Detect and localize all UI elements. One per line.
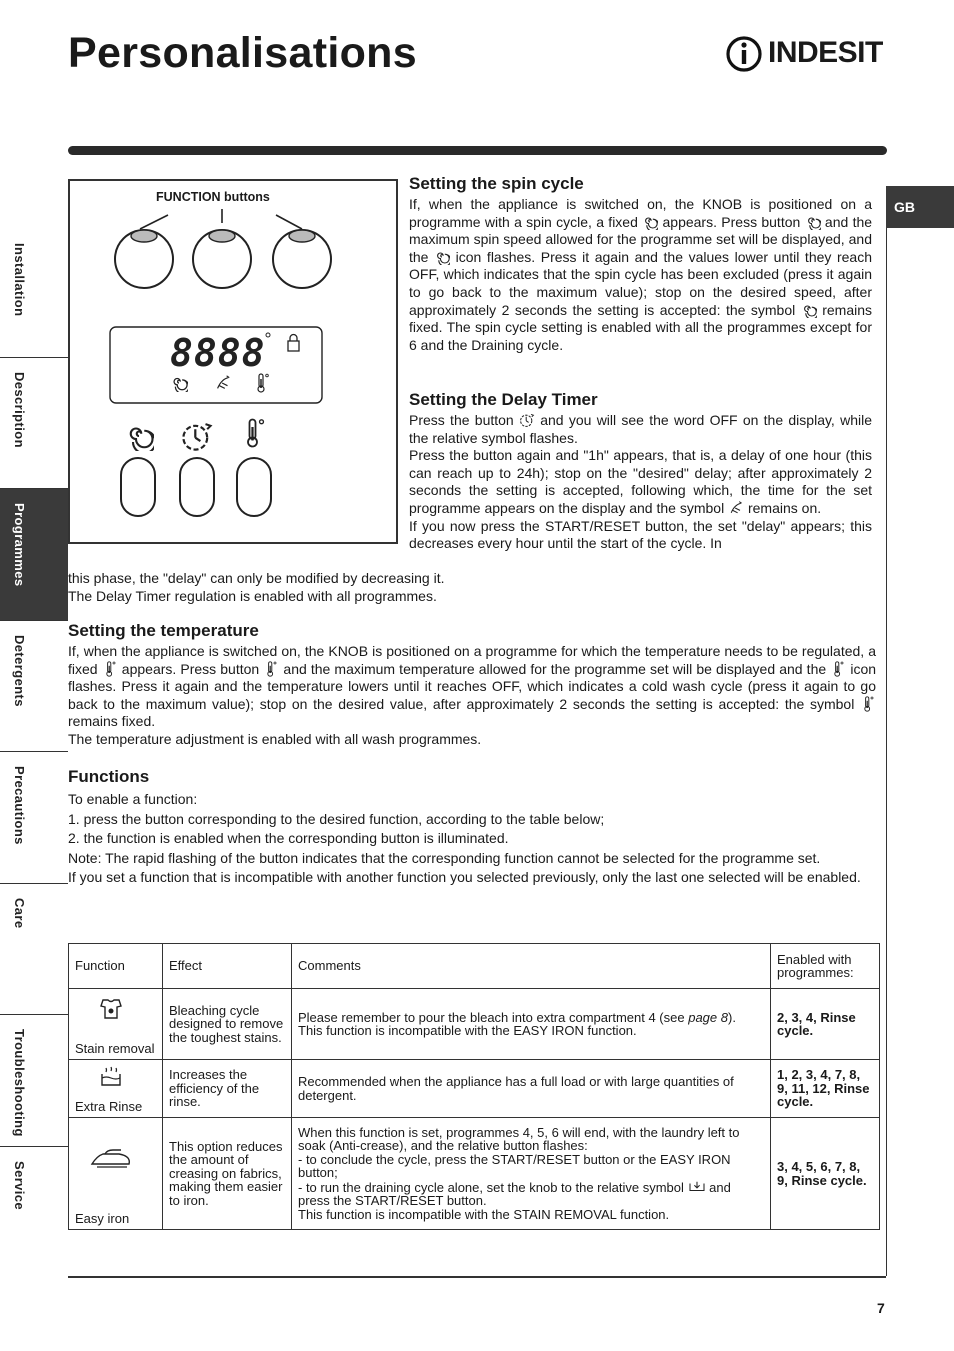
comment-text: - to run the draining cycle alone, set the knob to the relative symbol xyxy=(298,1179,684,1195)
delay-text-3b: this phase, the "delay" can only be modified by decreasing it. xyxy=(68,570,445,586)
function-cell xyxy=(69,1118,163,1230)
page-number: 7 xyxy=(877,1300,885,1316)
comment-text: This function is incompatible with the EASY IRON function. xyxy=(298,1023,637,1038)
sidebar-item-label: Precautions xyxy=(12,766,27,845)
table-row xyxy=(69,1118,880,1230)
delay-timer-icon xyxy=(183,424,210,450)
function-name: Stain removal xyxy=(75,1040,155,1056)
easy-iron-icon xyxy=(89,1148,135,1170)
spin-icon xyxy=(642,214,658,230)
comment-text: When this function is set, programmes 4, 5, 6 will end, with the laundry left to soak (Anti-crease), and the relative button flashes: xyxy=(298,1124,740,1154)
delay-text-3a: If you now press the START/RESET button, the set "delay" appears; this decreases every hour until the start of the cycle. In xyxy=(409,517,872,552)
spin-button[interactable] xyxy=(121,458,155,516)
table-row xyxy=(69,989,880,1060)
spin-text xyxy=(409,196,872,354)
spin-text-4: icon flashes. Press it again and the values lower until they reach OFF, which indicates that the spin cycle has been excluded (press it again to go back to the maximum value); stop on the desired speed, after approximately 2 seconds the setting is accepted: the symbol xyxy=(409,248,873,318)
comments-cell xyxy=(292,1118,771,1230)
enabled-cell: 1, 2, 3, 4, 7, 8, 9, 11, 12, Rinse cycle. xyxy=(771,1060,880,1118)
enabled-cell: 3, 4, 5, 6, 7, 8, 9, Rinse cycle. xyxy=(771,1118,880,1230)
sidebar-item-label: Detergents xyxy=(12,635,27,707)
delay-continued xyxy=(68,570,872,605)
sidebar-item-detergents[interactable] xyxy=(0,621,68,752)
function-button-2[interactable] xyxy=(193,230,251,288)
delay-timer-button[interactable] xyxy=(180,458,214,516)
indesit-logo xyxy=(726,34,888,74)
temperature-icon xyxy=(102,661,118,677)
temperature-text-6: The temperature adjustment is enabled with all wash programmes. xyxy=(68,730,482,747)
sidebar-item-label: Care xyxy=(12,898,27,929)
comment-text: Please remember to pour the bleach into extra compartment 4 (see xyxy=(298,1009,685,1025)
temperature-icon xyxy=(830,661,846,677)
temperature-button[interactable] xyxy=(237,458,271,516)
delay-heading: Setting the Delay Timer xyxy=(409,390,598,409)
effect-cell: This option reduces the amount of creasing on fabrics, making them easier to iron. xyxy=(163,1118,292,1230)
delay-symbol-icon xyxy=(728,500,744,516)
header-enabled: Enabled with programmes: xyxy=(771,944,880,989)
spin-icon xyxy=(805,214,821,230)
effect-cell: Bleaching cycle designed to remove the toughest stains. xyxy=(163,989,292,1060)
sidebar-item-label: Troubleshooting xyxy=(12,1029,27,1137)
spin-section xyxy=(409,174,872,354)
table-header-row xyxy=(69,944,880,989)
function-button-3[interactable] xyxy=(273,230,331,288)
header-function: Function xyxy=(69,944,163,989)
temperature-text-5: remains fixed. xyxy=(68,713,156,730)
delay-text-1 xyxy=(409,412,872,447)
function-buttons-label: FUNCTION buttons xyxy=(156,190,270,204)
function-name: Easy iron xyxy=(75,1210,130,1226)
stain-removal-icon xyxy=(99,997,123,1021)
temperature-text-4: icon flashes. Press it again and the temperature lowers until it reaches OFF, which indicates a cold wash cycle (press it again to go back to the maximum value); stop on the desired value, after approximately 2 seconds the setting is accepted: the symbol xyxy=(68,660,877,712)
delay-text-4: The Delay Timer regulation is enabled with all programmes. xyxy=(68,587,437,604)
sidebar-item-label: Service xyxy=(12,1161,27,1211)
delay-text-2a: Press the button again and "1h" appears, that is, a delay of one hour (this can reach up to 24h); stop on the "desired" delay; after approximately 2 seconds the setting is accepted, following which, the time for the set programme appears on the display and the symbol xyxy=(409,447,872,516)
spin-text-2: appears. Press button xyxy=(662,213,801,230)
header-comments: Comments xyxy=(292,944,771,989)
functions-line-3: 2. the function is enabled when the corresponding button is illuminated. xyxy=(68,830,509,846)
functions-line-1: To enable a function: xyxy=(68,791,198,807)
spin-text-1: If, when the appliance is switched on, the KNOB is positioned on a programme with a spin cycle, a fixed xyxy=(409,196,872,230)
spin-text-3: and the maximum spin speed allowed for the programme set will be displayed, and the xyxy=(409,213,873,265)
control-panel-diagram xyxy=(68,179,398,544)
indesit-logo-icon xyxy=(726,34,762,74)
sidebar-item-label: Installation xyxy=(12,243,27,317)
effect-cell: Increases the efficiency of the rinse. xyxy=(163,1060,292,1118)
temperature-text-3: and the maximum temperature allowed for the programme set will be displayed and the xyxy=(283,660,827,677)
function-cell xyxy=(69,1060,163,1118)
functions-section xyxy=(68,767,872,888)
brand-name: INDESIT xyxy=(768,36,883,69)
functions-line-2: 1. press the button corresponding to the desired function, according to the table below; xyxy=(68,810,605,827)
function-button-1[interactable] xyxy=(115,230,173,288)
language-tab[interactable] xyxy=(886,186,954,228)
temperature-icon xyxy=(860,696,876,712)
page-title: Personalisations xyxy=(68,29,417,77)
functions-line-5: If you set a function that is incompatible with another function you selected previously, only the last one selected will be enabled. xyxy=(68,869,861,885)
header-rule xyxy=(68,146,887,155)
sidebar-item-programmes[interactable] xyxy=(0,489,68,621)
footer-rule xyxy=(68,1276,886,1278)
delay-text-1b: and you will see the word OFF on the display, while the relative symbol flashes. xyxy=(409,412,872,446)
sidebar-item-service[interactable] xyxy=(0,1147,68,1276)
header-effect: Effect xyxy=(163,944,292,989)
delay-text-2 xyxy=(409,447,872,517)
spin-heading: Setting the spin cycle xyxy=(409,174,584,193)
temperature-text-1: If, when the appliance is switched on, the KNOB is positioned on a programme for which the temperature needs to be regulated, a fixed xyxy=(68,643,876,677)
temperature-heading: Setting the temperature xyxy=(68,621,259,640)
temperature-icon xyxy=(248,420,263,447)
drain-icon xyxy=(688,1180,706,1194)
sidebar-border xyxy=(886,186,887,1276)
comment-text: and press the START/RESET button. xyxy=(298,1179,731,1209)
sidebar-item-label: Programmes xyxy=(12,503,27,587)
comments-cell xyxy=(292,989,771,1060)
spin-icon xyxy=(131,429,156,454)
sidebar-item-care[interactable] xyxy=(0,884,68,1015)
delay-text-1a: Press the button xyxy=(409,412,514,428)
temperature-text-2: appears. Press button xyxy=(121,660,260,677)
comment-text: This function is incompatible with the STAIN REMOVAL function. xyxy=(298,1206,670,1222)
functions-table xyxy=(68,943,880,1230)
sidebar-item-troubleshooting[interactable] xyxy=(0,1015,68,1147)
sidebar-item-installation[interactable] xyxy=(0,229,68,358)
sidebar-item-precautions[interactable] xyxy=(0,752,68,884)
temperature-text xyxy=(68,643,876,731)
comments-cell: Recommended when the appliance has a full load or with large quantities of detergent. xyxy=(292,1060,771,1118)
extra-rinse-icon xyxy=(99,1066,123,1088)
spin-icon xyxy=(434,249,450,265)
functions-heading: Functions xyxy=(68,767,150,786)
language-label: GB xyxy=(894,199,915,215)
delay-text-2b: remains on. xyxy=(747,499,822,516)
spin-text-5: remains fixed. The spin cycle setting is enabled with all the programmes except for 6 and the Draining cycle. xyxy=(409,301,873,353)
table-row xyxy=(69,1060,880,1118)
digital-display: 8888 xyxy=(170,331,266,375)
sidebar-item-label: Description xyxy=(12,372,27,448)
temperature-section xyxy=(68,621,876,749)
spin-icon xyxy=(801,302,817,318)
page-reference: page 8 xyxy=(688,1009,728,1025)
function-name: Extra Rinse xyxy=(75,1098,143,1114)
temperature-icon xyxy=(263,661,279,677)
enabled-cell: 2, 3, 4, Rinse cycle. xyxy=(771,989,880,1060)
delay-timer-icon xyxy=(519,412,535,428)
comment-text: - to conclude the cycle, press the START/RESET button or the EASY IRON button; xyxy=(298,1151,731,1181)
comment-text: ). xyxy=(727,1009,736,1025)
sidebar-item-description[interactable] xyxy=(0,358,68,489)
delay-section xyxy=(409,390,872,553)
functions-line-4: Note: The rapid flashing of the button indicates that the corresponding function cannot be selected for the programme set. xyxy=(68,849,821,866)
function-cell xyxy=(69,989,163,1060)
